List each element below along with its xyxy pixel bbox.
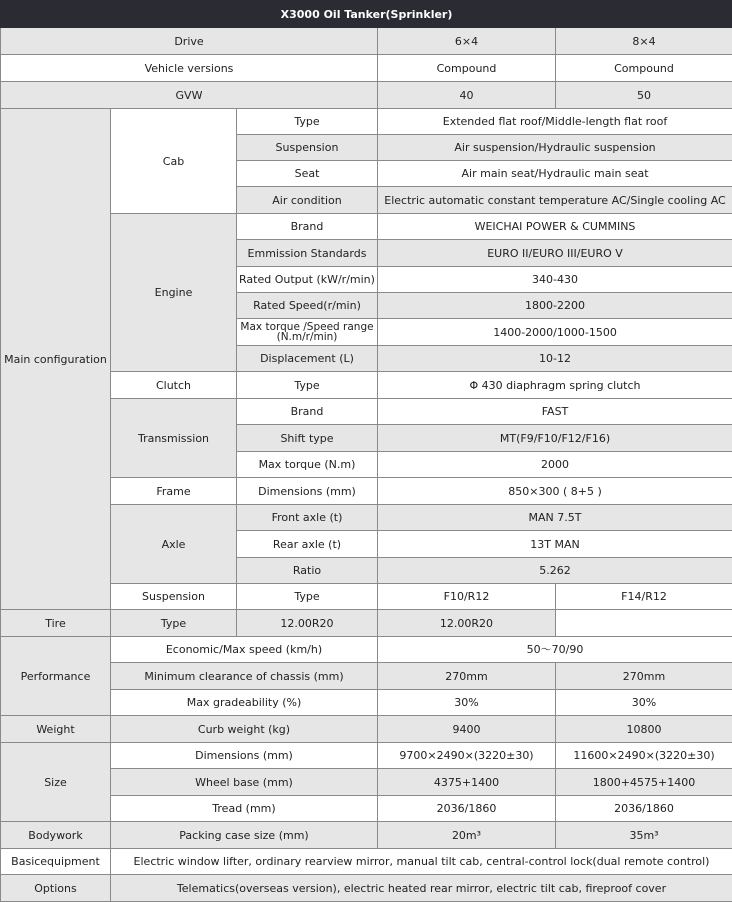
gvw-value-2: 50 bbox=[556, 82, 732, 109]
axle-front-label: Front axle (t) bbox=[237, 505, 378, 531]
suspension-type-label: Type bbox=[237, 584, 378, 610]
vehicle-versions-value-2: Compound bbox=[556, 55, 732, 82]
size-tread-value-1: 2036/1860 bbox=[378, 796, 556, 822]
performance-gradeability-label: Max gradeability (%) bbox=[111, 690, 378, 716]
cab-seat-label: Seat bbox=[237, 161, 378, 187]
cab-suspension-label: Suspension bbox=[237, 135, 378, 161]
transmission-shift-value: MT(F9/F10/F12/F16) bbox=[378, 425, 732, 452]
size-dimensions-label: Dimensions (mm) bbox=[111, 743, 378, 769]
options-label: Options bbox=[1, 875, 111, 902]
performance-label: Performance bbox=[1, 637, 111, 716]
tire-label: Tire bbox=[1, 610, 111, 637]
engine-speed-label: Rated Speed(r/min) bbox=[237, 293, 378, 319]
performance-speed-label: Economic/Max speed (km/h) bbox=[111, 637, 378, 663]
gvw-value-1: 40 bbox=[378, 82, 556, 109]
size-label: Size bbox=[1, 743, 111, 822]
size-wheelbase-label: Wheel base (mm) bbox=[111, 769, 378, 796]
cab-type-label: Type bbox=[237, 109, 378, 135]
frame-label: Frame bbox=[111, 478, 237, 505]
performance-clearance-value-1: 270mm bbox=[378, 663, 556, 690]
performance-clearance-value-2: 270mm bbox=[556, 663, 732, 690]
tire-value-2: 12.00R20 bbox=[378, 610, 556, 637]
tire-value-1: 12.00R20 bbox=[237, 610, 378, 637]
axle-ratio-value: 5.262 bbox=[378, 558, 732, 584]
weight-curb-value-2: 10800 bbox=[556, 716, 732, 743]
table-title: X3000 Oil Tanker(Sprinkler) bbox=[1, 1, 732, 28]
transmission-torque-value: 2000 bbox=[378, 452, 732, 478]
axle-front-value: MAN 7.5T bbox=[378, 505, 732, 531]
engine-emission-label: Emmission Standards bbox=[237, 240, 378, 267]
weight-curb-value-1: 9400 bbox=[378, 716, 556, 743]
engine-brand-value: WEICHAI POWER & CUMMINS bbox=[378, 214, 732, 240]
engine-displacement-label: Displacement (L) bbox=[237, 346, 378, 372]
engine-output-value: 340-430 bbox=[378, 267, 732, 293]
options-value: Telematics(overseas version), electric heated rear mirror, electric tilt cab, fireproof cover bbox=[111, 875, 732, 902]
transmission-shift-label: Shift type bbox=[237, 425, 378, 452]
gvw-label: GVW bbox=[1, 82, 378, 109]
size-dimensions-value-1: 9700×2490×(3220±30) bbox=[378, 743, 556, 769]
size-tread-label: Tread (mm) bbox=[111, 796, 378, 822]
basic-equipment-value: Electric window lifter, ordinary rearview mirror, manual tilt cab, central-control lock(dual remote control) bbox=[111, 849, 732, 875]
performance-gradeability-value-1: 30% bbox=[378, 690, 556, 716]
drive-value-1: 6×4 bbox=[378, 28, 556, 55]
bodywork-packing-value-1: 20m³ bbox=[378, 822, 556, 849]
cab-ac-label: Air condition bbox=[237, 187, 378, 214]
engine-torque-label: Max torque /Speed range (N.m/r/min) bbox=[237, 319, 378, 346]
engine-torque-value: 1400-2000/1000-1500 bbox=[378, 319, 732, 346]
clutch-type-value: Φ 430 diaphragm spring clutch bbox=[378, 372, 732, 399]
frame-dimensions-value: 850×300 ( 8+5 ) bbox=[378, 478, 732, 505]
clutch-type-label: Type bbox=[237, 372, 378, 399]
frame-dimensions-label: Dimensions (mm) bbox=[237, 478, 378, 505]
performance-gradeability-value-2: 30% bbox=[556, 690, 732, 716]
suspension-label: Suspension bbox=[111, 584, 237, 610]
size-tread-value-2: 2036/1860 bbox=[556, 796, 732, 822]
basic-equipment-label: Basicequipment bbox=[1, 849, 111, 875]
size-wheelbase-value-2: 1800+4575+1400 bbox=[556, 769, 732, 796]
engine-displacement-value: 10-12 bbox=[378, 346, 732, 372]
transmission-brand-value: FAST bbox=[378, 399, 732, 425]
transmission-label: Transmission bbox=[111, 399, 237, 478]
cab-seat-value: Air main seat/Hydraulic main seat bbox=[378, 161, 732, 187]
main-configuration-label: Main configuration bbox=[1, 109, 111, 610]
axle-label: Axle bbox=[111, 505, 237, 584]
drive-label: Drive bbox=[1, 28, 378, 55]
engine-emission-value: EURO II/EURO III/EURO V bbox=[378, 240, 732, 267]
engine-label: Engine bbox=[111, 214, 237, 372]
tire-type-label: Type bbox=[111, 610, 237, 637]
vehicle-versions-label: Vehicle versions bbox=[1, 55, 378, 82]
weight-label: Weight bbox=[1, 716, 111, 743]
cab-type-value: Extended flat roof/Middle-length flat roof bbox=[378, 109, 732, 135]
cab-suspension-value: Air suspension/Hydraulic suspension bbox=[378, 135, 732, 161]
engine-speed-value: 1800-2200 bbox=[378, 293, 732, 319]
transmission-torque-label: Max torque (N.m) bbox=[237, 452, 378, 478]
suspension-value-1: F10/R12 bbox=[378, 584, 556, 610]
performance-speed-value: 50～70/90 bbox=[378, 637, 732, 663]
bodywork-packing-value-2: 35m³ bbox=[556, 822, 732, 849]
suspension-value-2: F14/R12 bbox=[556, 584, 732, 610]
drive-value-2: 8×4 bbox=[556, 28, 732, 55]
weight-curb-label: Curb weight (kg) bbox=[111, 716, 378, 743]
cab-label: Cab bbox=[111, 109, 237, 214]
performance-clearance-label: Minimum clearance of chassis (mm) bbox=[111, 663, 378, 690]
engine-output-label: Rated Output (kW/r/min) bbox=[237, 267, 378, 293]
transmission-brand-label: Brand bbox=[237, 399, 378, 425]
clutch-label: Clutch bbox=[111, 372, 237, 399]
engine-brand-label: Brand bbox=[237, 214, 378, 240]
axle-rear-label: Rear axle (t) bbox=[237, 531, 378, 558]
cab-ac-value: Electric automatic constant temperature AC/Single cooling AC bbox=[378, 187, 732, 214]
vehicle-versions-value-1: Compound bbox=[378, 55, 556, 82]
bodywork-packing-label: Packing case size (mm) bbox=[111, 822, 378, 849]
size-wheelbase-value-1: 4375+1400 bbox=[378, 769, 556, 796]
axle-ratio-label: Ratio bbox=[237, 558, 378, 584]
bodywork-label: Bodywork bbox=[1, 822, 111, 849]
axle-rear-value: 13T MAN bbox=[378, 531, 732, 558]
size-dimensions-value-2: 11600×2490×(3220±30) bbox=[556, 743, 732, 769]
